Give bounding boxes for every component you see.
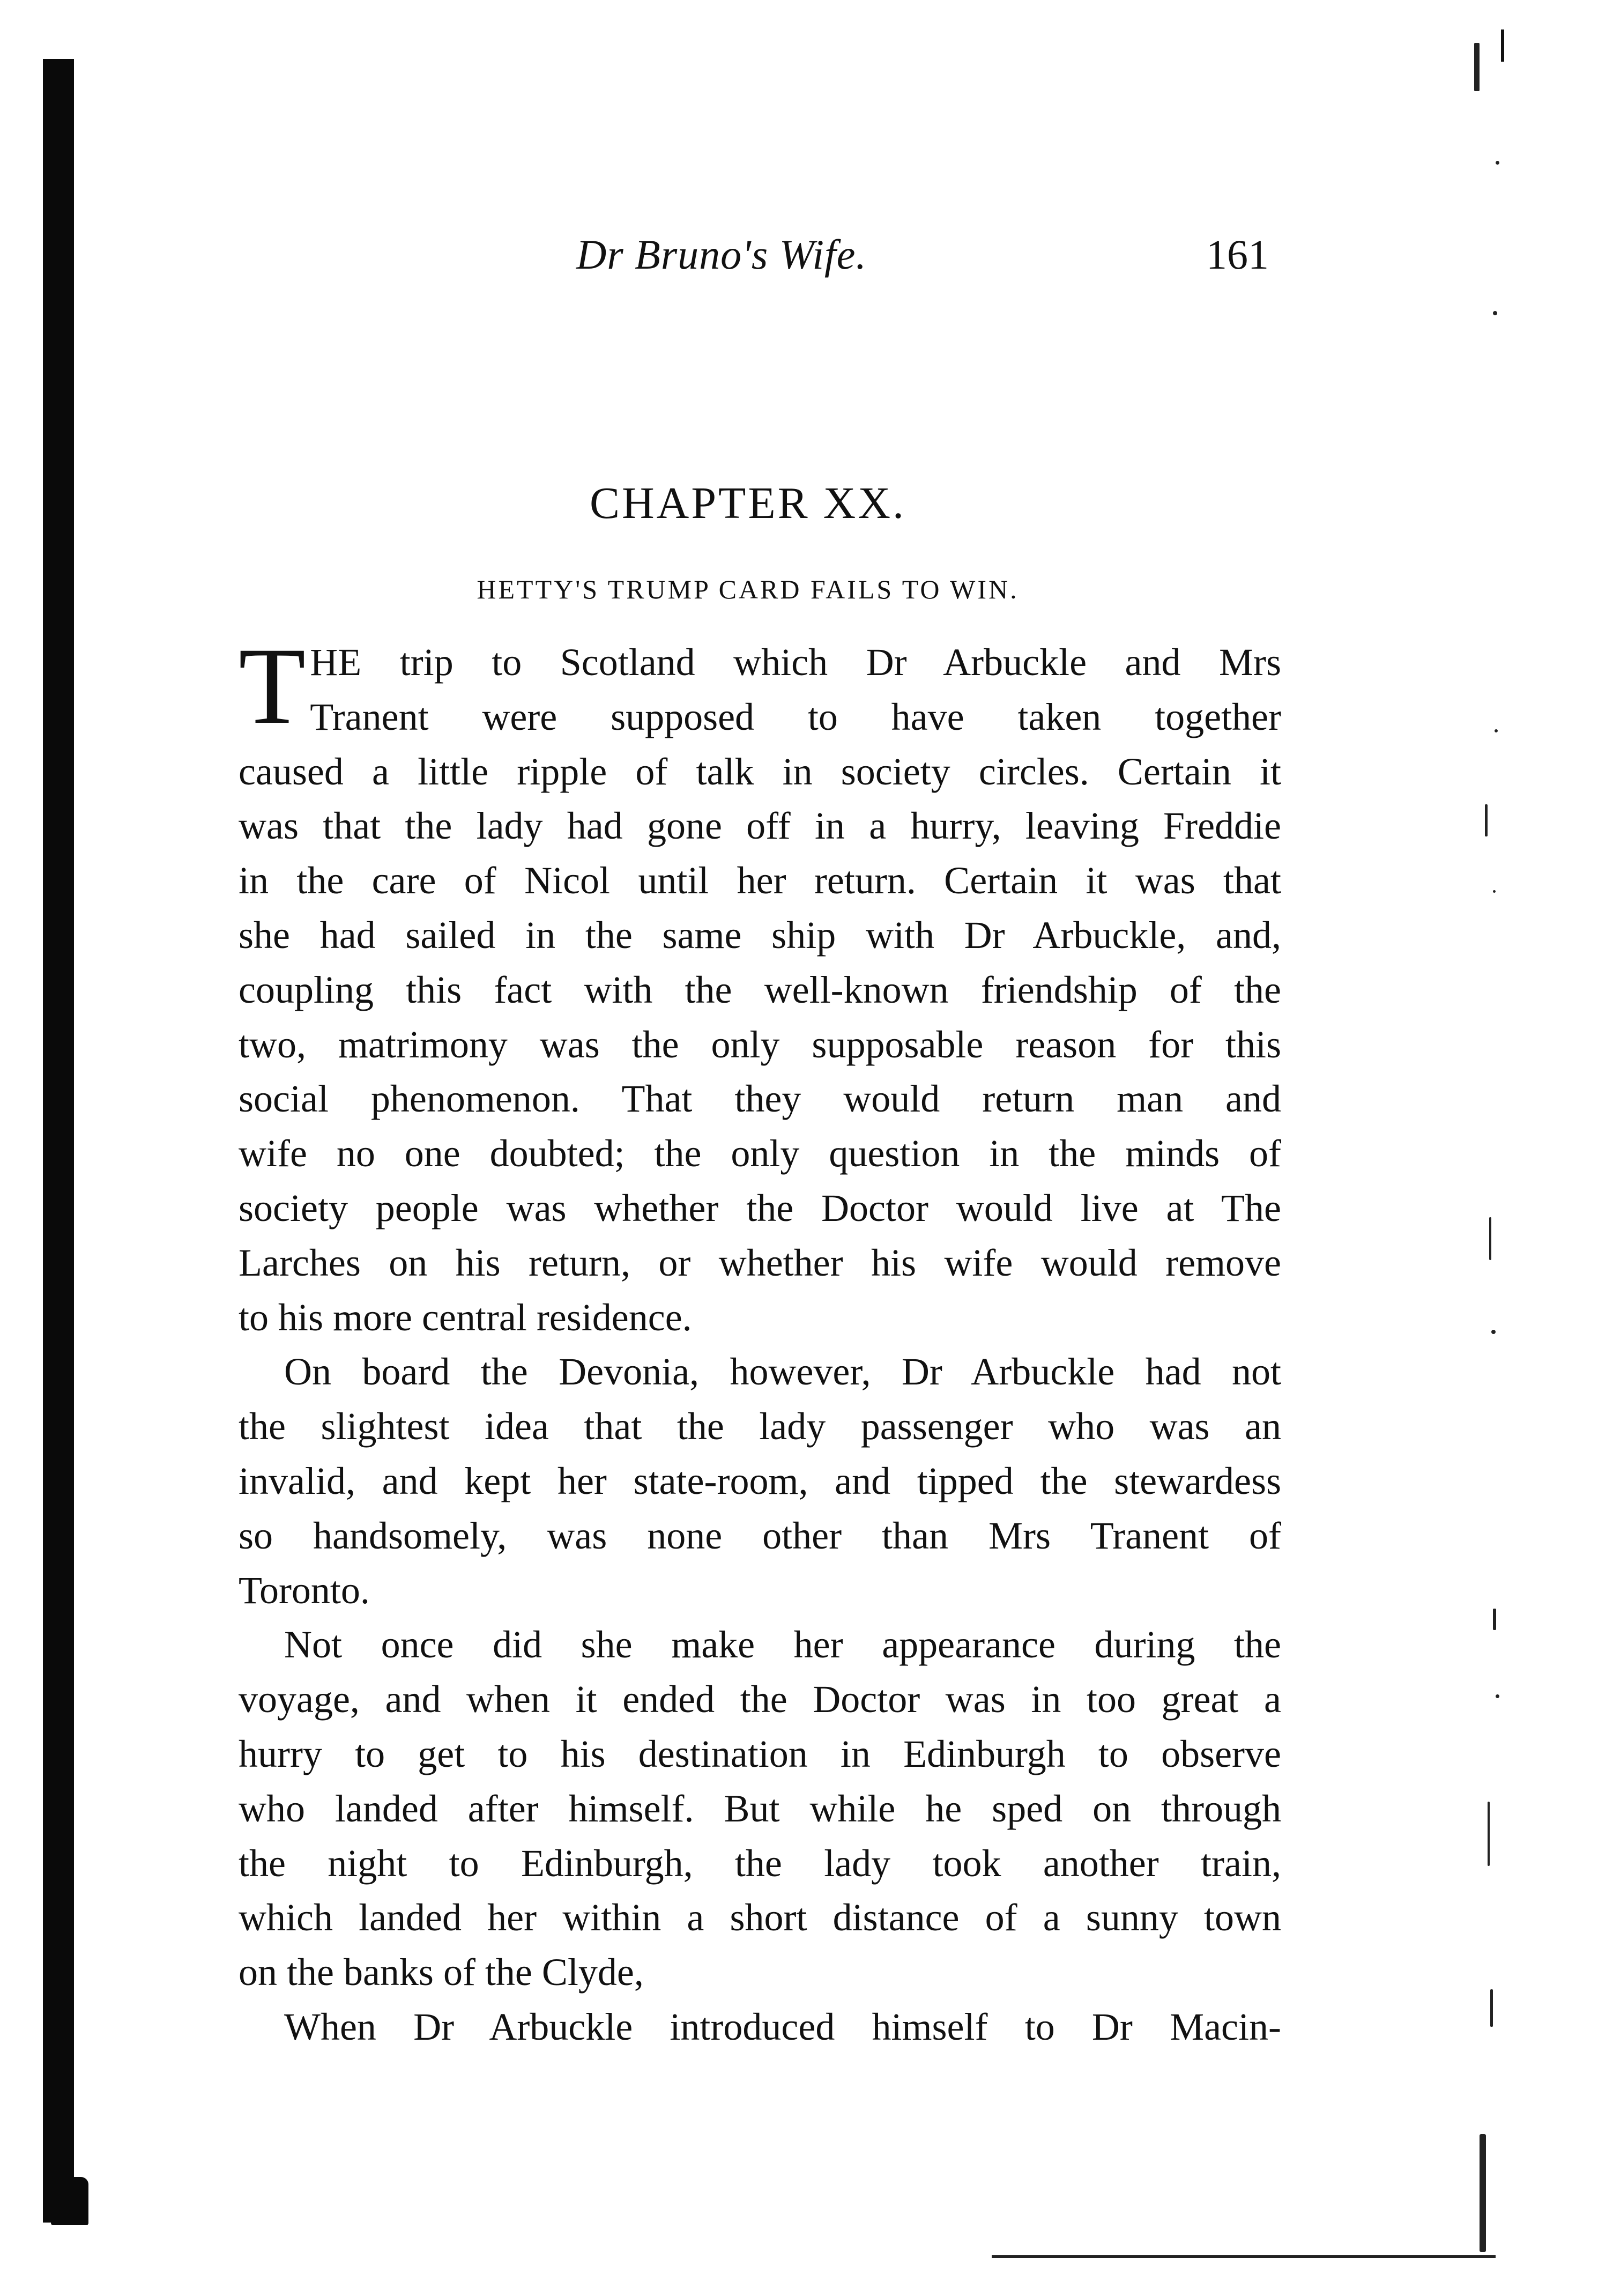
text-line: caused a little ripple of talk in society circles. Certain it [239, 750, 1281, 793]
drop-cap: T [239, 625, 306, 747]
text-line: the slightest idea that the lady passenger who was an [239, 1405, 1281, 1448]
text-line: two, matrimony was the only supposable reason for this [239, 1023, 1281, 1066]
binding-shadow-foot [51, 2177, 88, 2225]
text-line: she had sailed in the same ship with Dr Arbuckle, and, [239, 913, 1281, 957]
paragraph [239, 2000, 1281, 2055]
text-line: voyage, and when it ended the Doctor was in too great a [239, 1678, 1281, 1721]
text-line: on the banks of the Clyde, [239, 1951, 644, 1994]
text-line: Tranent were supposed to have taken together [310, 695, 1281, 738]
binding-shadow [43, 59, 74, 2223]
text-line: coupling this fact with the well-known friendship of the [239, 968, 1281, 1011]
paragraph [239, 1618, 1281, 2000]
text-line: which landed her within a short distance of a sunny town [239, 1896, 1281, 1939]
text-line: was that the lady had gone off in a hurry, leaving Freddie [239, 804, 1281, 848]
page-number: 161 [1206, 231, 1269, 278]
running-head [0, 231, 1613, 290]
margin-specks [1463, 32, 1512, 2231]
text-line: Not once did she make her appearance during the [284, 1623, 1281, 1667]
text-line: invalid, and kept her state-room, and tipped the stewardess [239, 1459, 1281, 1502]
text-line: hurry to get to his destination in Edinburgh to observe [239, 1732, 1281, 1775]
paragraph [239, 625, 1281, 1345]
text-line: social phenomenon. That they would return man and [239, 1077, 1281, 1121]
body-text [239, 625, 1281, 2055]
text-line: the night to Edinburgh, the lady took another train, [239, 1841, 1281, 1885]
text-line: Larches on his return, or whether his wife would remove [239, 1241, 1281, 1284]
text-line: society people was whether the Doctor would live at The [239, 1186, 1281, 1230]
text-line: wife no one doubted; the only question in the minds of [239, 1132, 1281, 1175]
text-line: HE trip to Scotland which Dr Arbuckle and Mrs [310, 641, 1281, 684]
text-line: Toronto. [239, 1568, 370, 1612]
text-line: On board the Devonia, however, Dr Arbuckle had not [284, 1350, 1281, 1394]
running-title: Dr Bruno's Wife. [576, 231, 867, 278]
bottom-rule [992, 2255, 1496, 2258]
chapter-subtitle: HETTY'S TRUMP CARD FAILS TO WIN. [477, 574, 1019, 604]
text-line: When Dr Arbuckle introduced himself to Dr Macin- [284, 2005, 1281, 2048]
text-line: who landed after himself. But while he sped on through [239, 1787, 1281, 1830]
text-line: so handsomely, was none other than Mrs Tranent of [239, 1514, 1281, 1557]
text-line: in the care of Nicol until her return. Certain it was that [239, 859, 1281, 902]
paragraph [239, 1345, 1281, 1618]
chapter-heading: CHAPTER XX. [589, 478, 906, 528]
text-line: to his more central residence. [239, 1295, 692, 1339]
